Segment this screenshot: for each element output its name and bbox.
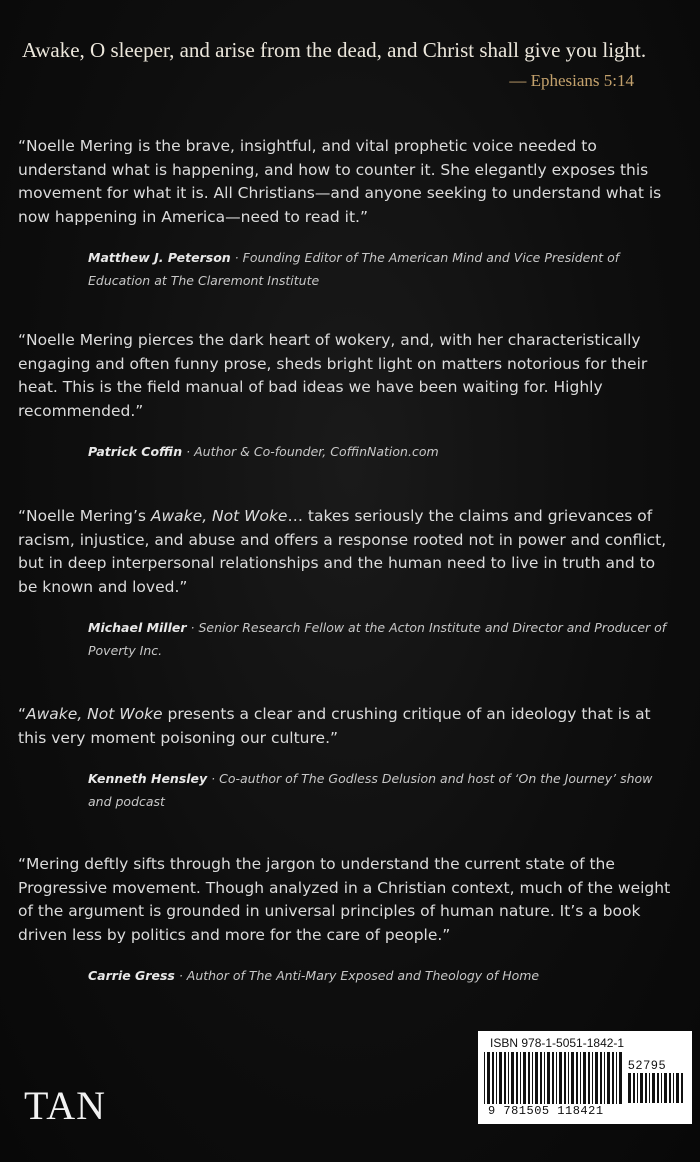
barcode-bar bbox=[649, 1073, 650, 1103]
barcode-bar bbox=[508, 1052, 509, 1104]
barcode-bar bbox=[628, 1073, 631, 1103]
barcode-bar bbox=[532, 1052, 533, 1104]
barcode-bar bbox=[616, 1052, 617, 1104]
barcode-bar bbox=[496, 1052, 497, 1104]
barcode-bar bbox=[576, 1052, 578, 1104]
endorsement-quote: “Awake, Not Woke presents a clear and crushing critique of an ideology that is at this very moment poisoning our culture.” bbox=[18, 705, 651, 747]
barcode-bar bbox=[499, 1052, 502, 1104]
isbn-label: ISBN 978-1-5051-1842-1 bbox=[490, 1036, 625, 1050]
barcode-bar bbox=[619, 1052, 622, 1104]
barcode-bar bbox=[559, 1052, 562, 1104]
barcode-bar bbox=[588, 1052, 590, 1104]
barcode-bar bbox=[492, 1052, 494, 1104]
barcode-bar bbox=[535, 1052, 538, 1104]
barcode-bar bbox=[523, 1052, 526, 1104]
endorsement-hensley bbox=[18, 703, 678, 813]
endorsement-miller bbox=[18, 505, 678, 662]
barcode-bar bbox=[592, 1052, 593, 1104]
barcode-bar bbox=[681, 1073, 683, 1103]
barcode-bar bbox=[547, 1052, 550, 1104]
endorser-name: Kenneth Hensley bbox=[88, 771, 208, 786]
barcode-bar bbox=[484, 1052, 485, 1104]
barcode-bar bbox=[604, 1052, 605, 1104]
endorsement-quote: “Noelle Mering’s Awake, Not Woke… takes seriously the claims and grievances of racism, injustice, and abuse and offers a response rooted not in power and conflict, but in deep interpersonal relationships and the human need to live in truth and to be known and loved.” bbox=[18, 507, 667, 596]
price-barcode-bars bbox=[628, 1073, 684, 1113]
book-title: Awake, Not Woke bbox=[150, 507, 288, 525]
isbn-barcode bbox=[478, 1031, 692, 1124]
publisher-logo: TAN bbox=[24, 1083, 107, 1128]
endorser-role: · Founding Editor of The American Mind and Vice President of Education at The Claremont Institute bbox=[88, 250, 620, 288]
barcode-bar bbox=[595, 1052, 598, 1104]
endorsement-gress bbox=[18, 853, 678, 987]
endorsement-attribution bbox=[88, 616, 678, 662]
barcode-bar bbox=[571, 1052, 574, 1104]
barcode-bar bbox=[664, 1073, 667, 1103]
barcode-bar bbox=[568, 1052, 569, 1104]
barcode-bar bbox=[640, 1073, 643, 1103]
endorsement-quote: “Noelle Mering is the brave, insightful, and vital prophetic voice needed to understand what is happening, and how to counter it. She elegantly exposes this movement for what it is. All Christians—and anyone seeking to understand what is now happening in America—need to read it.” bbox=[18, 137, 662, 226]
barcode-bar bbox=[676, 1073, 679, 1103]
barcode-bar bbox=[564, 1052, 566, 1104]
endorsement-attribution bbox=[88, 246, 678, 292]
price-code: 52795 bbox=[628, 1058, 667, 1072]
barcode-bar bbox=[612, 1052, 614, 1104]
endorser-role: · Author & Co-founder, CoffinNation.com bbox=[182, 444, 439, 459]
barcode-bar bbox=[511, 1052, 514, 1104]
endorsement-quote: “Mering deftly sifts through the jargon to understand the current state of the Progressive movement. Though analyzed in a Christian context, much of the weight of the argument is grounded in universal principles of human nature. It’s a book driven less by politics and more for the care of people.” bbox=[18, 855, 671, 944]
barcode-bar bbox=[661, 1073, 662, 1103]
epigraph-text: Awake, O sleeper, and arise from the dead, and Christ shall give you light. bbox=[22, 38, 647, 62]
endorsement-attribution bbox=[88, 767, 678, 813]
barcode-bar bbox=[645, 1073, 647, 1103]
ean-barcode-bars bbox=[484, 1052, 624, 1104]
barcode-bar bbox=[504, 1052, 506, 1104]
barcode-bar bbox=[528, 1052, 530, 1104]
barcode-bar bbox=[673, 1073, 674, 1103]
barcode-bar bbox=[520, 1052, 521, 1104]
barcode-bar bbox=[600, 1052, 602, 1104]
endorsement-attribution bbox=[88, 964, 678, 987]
barcode-bar bbox=[607, 1052, 610, 1104]
endorsement-attribution bbox=[88, 440, 678, 463]
barcode-bar bbox=[580, 1052, 581, 1104]
endorser-name: Patrick Coffin bbox=[88, 444, 183, 459]
barcode-bar bbox=[487, 1052, 490, 1104]
endorsement-quote: “Noelle Mering pierces the dark heart of wokery, and, with her characteristically engaging and often funny prose, sheds bright light on matters notorious for their heat. This is the field manual of bad ideas we have been waiting for. Highly recommended.” bbox=[18, 331, 648, 420]
endorser-name: Matthew J. Peterson bbox=[88, 250, 231, 265]
isbn-digits: 9 781505 118421 bbox=[488, 1104, 604, 1118]
barcode-bar bbox=[540, 1052, 542, 1104]
barcode-bar bbox=[552, 1052, 554, 1104]
barcode-bar bbox=[652, 1073, 655, 1103]
barcode-bar bbox=[669, 1073, 671, 1103]
barcode-bar bbox=[637, 1073, 638, 1103]
barcode-bar bbox=[583, 1052, 586, 1104]
barcode-bar bbox=[544, 1052, 545, 1104]
epigraph-reference: — Ephesians 5:14 bbox=[509, 71, 634, 90]
barcode-bar bbox=[657, 1073, 659, 1103]
barcode-bar bbox=[516, 1052, 518, 1104]
endorsement-coffin bbox=[18, 329, 678, 463]
endorsement-peterson bbox=[18, 135, 678, 292]
endorser-name: Carrie Gress bbox=[88, 968, 175, 983]
epigraph bbox=[22, 38, 682, 91]
barcode-bar bbox=[556, 1052, 557, 1104]
endorser-role: · Author of The Anti-Mary Exposed and Theology of Home bbox=[174, 968, 540, 983]
barcode-bar bbox=[633, 1073, 635, 1103]
endorser-name: Michael Miller bbox=[88, 620, 187, 635]
book-title: Awake, Not Woke bbox=[26, 705, 163, 723]
endorser-role: · Senior Research Fellow at the Acton Institute and Director and Producer of Poverty Inc. bbox=[88, 620, 667, 658]
endorser-role: · Co-author of The Godless Delusion and host of ‘On the Journey’ show and podcast bbox=[88, 771, 653, 809]
